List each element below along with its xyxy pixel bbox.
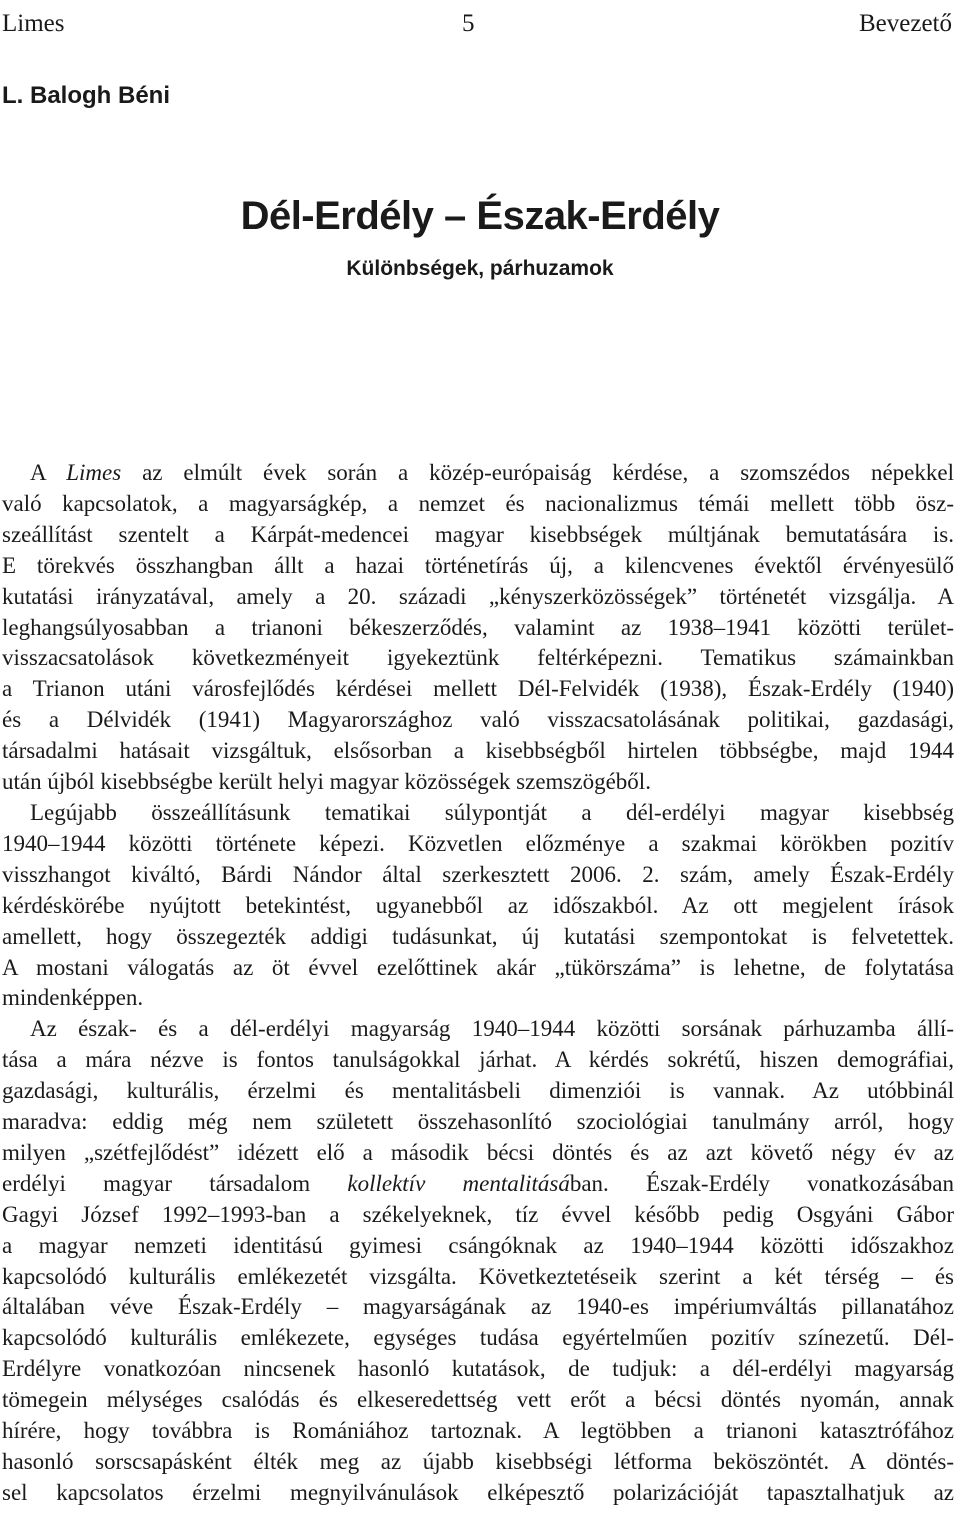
author-name: L. Balogh Béni [2,82,170,109]
section-name: Bevezető [858,10,952,37]
text-line: A mostani válogatás az öt évvel ezelőttinek akár „tükörszáma” is lehetne, de folytatása [2,954,954,980]
text-line: sel kapcsolatos érzelmi megnyilvánulások elképesztő polarizációját tapasztalhatjuk az [2,1479,954,1505]
text-line: és a Délvidék (1941) Magyarországhoz való visszacsatolásának politikai, gazdasági, [2,707,954,733]
text-line: hasonló sorscsapásként élték meg az újabb kisebbségi létforma beköszöntét. A döntés- [2,1449,954,1474]
text-line: általában véve Észak-Erdély – magyarságának az 1940-es impériumváltás pillanatához [2,1294,954,1320]
text-line: kapcsolódó kulturális emlékezete, egységes tudása egyértelműen pozitív színezetű. Dél- [2,1325,954,1351]
journal-name: Limes [2,10,65,37]
text-line: Gagyi József 1992–1993-ban a székelyeknek, tíz évvel később pedig Osgyáni Gábor [2,1201,954,1227]
text-line: visszacsatolások következményeit igyekeztünk feltérképezni. Tematikus számainkban [2,645,954,671]
article-title: Dél-Erdély – Észak-Erdély [240,194,720,238]
text-line: Az észak- és a dél-erdélyi magyarság 1940–1944 közötti sorsának párhuzamba állí- [30,1016,954,1042]
text-line: tömegein mélységes csalódás és elkeseredettség vett erőt a bécsi döntés nyomán, annak [2,1387,954,1413]
text-line: Legújabb összeállításunk tematikai súlypontját a dél-erdélyi magyar kisebbség [30,799,954,825]
text-line: való kapcsolatok, a magyarságkép, a nemzet és nacionalizmus témái mellett több ösz- [2,490,954,516]
text-line: után újból kisebbségbe került helyi magyar közösségek szemszögéből. [2,769,651,795]
text-line: maradva: eddig még nem született összehasonlító szociológiai tanulmány arról, hogy [2,1109,954,1135]
body-text [2,458,954,1509]
text-line: A Limes az elmúlt évek során a közép-európaiság kérdése, a szomszédos népekkel [30,460,954,485]
text-line: amellett, hogy összegezték addigi tudásunkat, új kutatási szempontokat is felvetettek. [2,923,954,949]
text-line: hírére, hogy továbbra is Romániához tartoznak. A legtöbben a trianoni katasztrófához [2,1418,954,1444]
running-header [0,0,960,44]
page-number: 5 [462,10,475,37]
text-line: a Trianon utáni városfejlődés kérdései mellett Dél-Felvidék (1938), Észak-Erdély (1940) [2,676,954,702]
text-line: kérdéskörébe nyújtott betekintést, ugyanebből az időszakból. Az ott megjelent írások [2,892,954,918]
text-line: kapcsolódó kulturális emlékezetét vizsgálta. Következtetéseik szerint a két térség – és [2,1263,954,1289]
text-line: tása a mára nézve is fontos tanulságokkal járhat. A kérdés sokrétű, hiszen demográfiai, [2,1047,954,1073]
text-line: a magyar nemzeti identitású gyimesi csángóknak az 1940–1944 közötti időszakhoz [2,1232,954,1258]
text-line: visszhangot kiváltó, Bárdi Nándor által szerkesztett 2006. 2. szám, amely Észak-Erdély [2,861,954,887]
text-line: milyen „szétfejlődést” idézett elő a második bécsi döntés és az azt követő négy év az [2,1139,954,1165]
text-line: kutatási irányzatával, amely a 20. századi „kényszerközösségek” történetét vizsgálja. A [2,583,954,609]
text-line: mindenképpen. [2,985,144,1011]
text-line: Erdélyre vonatkozóan nincsenek hasonló kutatások, de tudjuk: a dél-erdélyi magyarság [2,1356,954,1382]
text-line: erdélyi magyar társadalom kollektív mentalitásában. Észak-Erdély vonatkozásában [2,1170,954,1196]
text-line: szeállítást szentelt a Kárpát-medencei magyar kisebbségek múltjának bemutatására is. [2,521,954,547]
text-line: 1940–1944 közötti története képezi. Közvetlen előzménye a szakmai körökben pozitív [2,830,954,856]
text-line: leghangsúlyosabban a trianoni békeszerződés, valamint az 1938–1941 közötti terület- [2,614,954,640]
text-line: társadalmi hatásait vizsgáltuk, elsősorban a kisebbségből hirtelen többségbe, majd 1944 [2,738,954,764]
text-line: E törekvés összhangban állt a hazai történetírás új, a kilencvenes évektől érvényesülő [2,552,954,578]
article-subtitle: Különbségek, párhuzamok [346,257,614,280]
text-line: gazdasági, kulturális, érzelmi és mentalitásbeli dimenziói is vannak. Az utóbbinál [2,1078,954,1104]
